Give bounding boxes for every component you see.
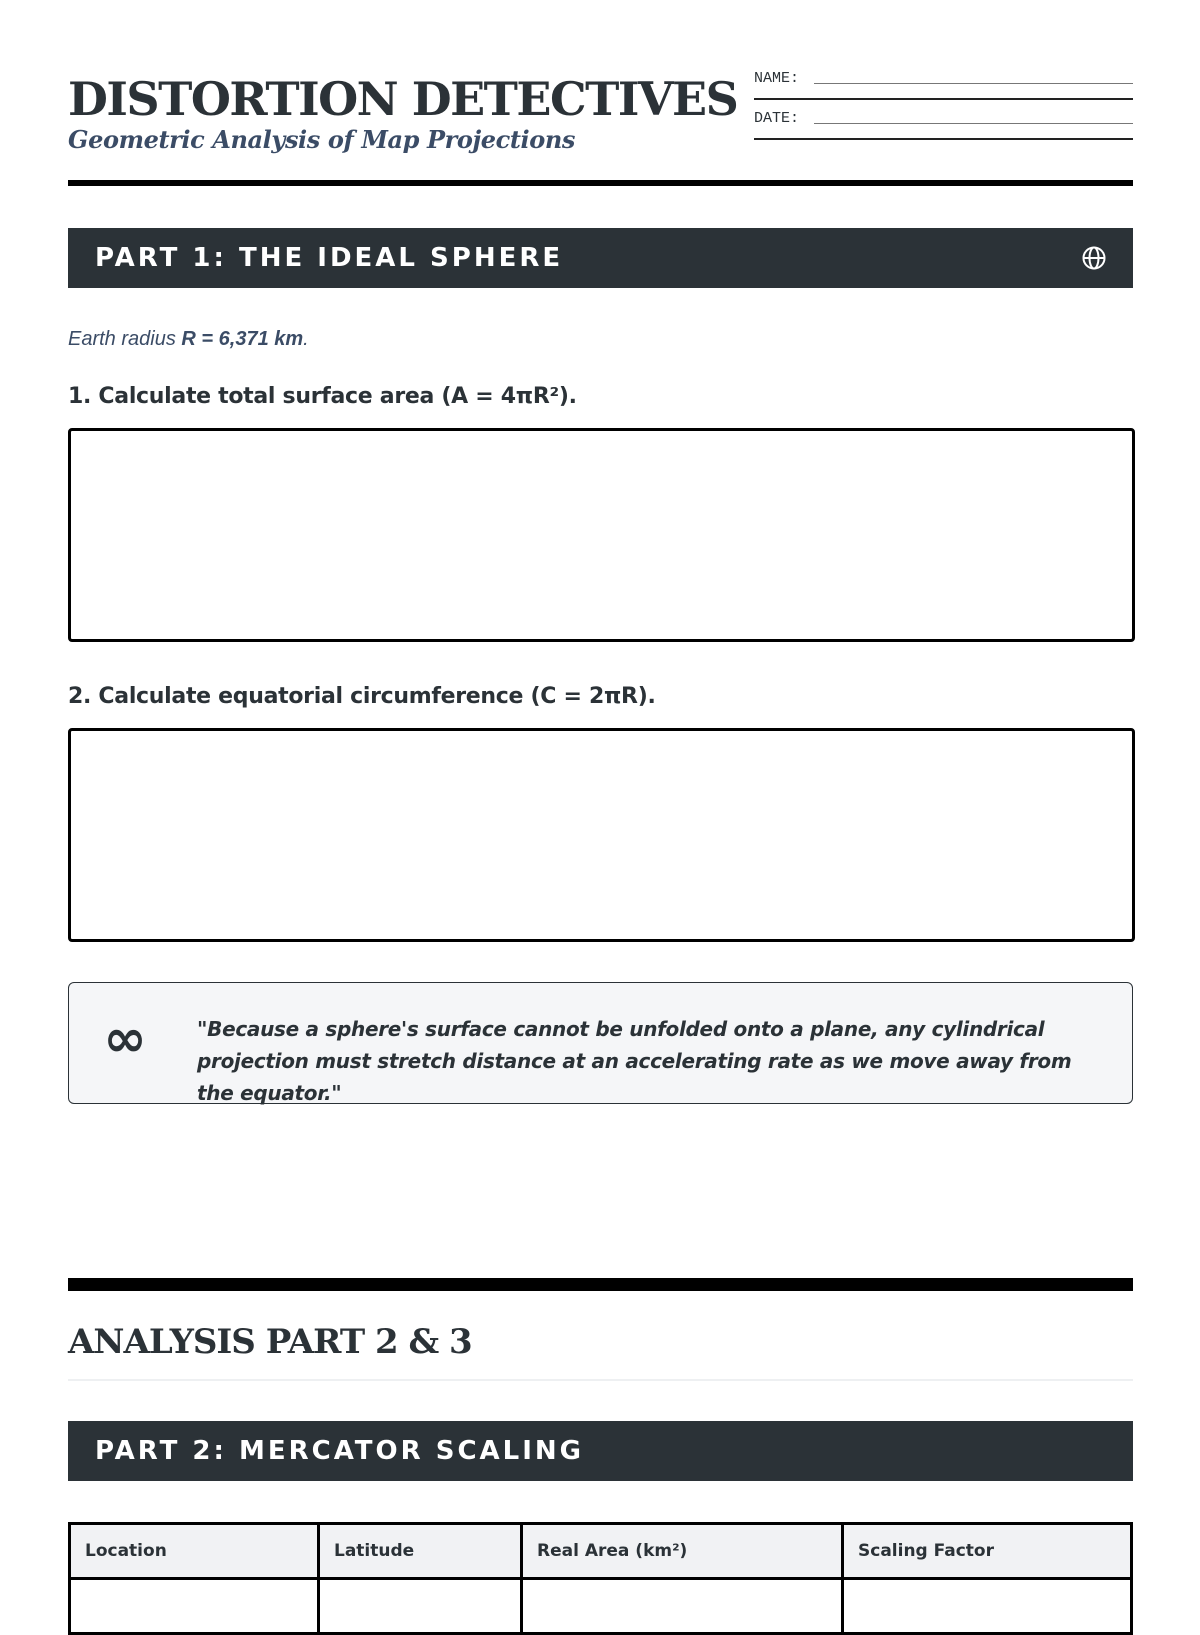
answer-box-1[interactable] [68,428,1135,642]
answer-box-2[interactable] [68,728,1135,942]
table-row [70,1579,1132,1634]
header-divider [68,180,1133,186]
analysis-divider [68,1379,1133,1381]
table-cell[interactable] [522,1579,843,1634]
worksheet-title: DISTORTION DETECTIVES [68,72,738,126]
question-1: 1. Calculate total surface area (A = 4πR²). [68,384,577,409]
worksheet-header [68,70,1133,188]
infinity-icon: ∞ [103,1009,147,1069]
table-cell[interactable] [319,1579,522,1634]
table-cell[interactable] [70,1579,319,1634]
column-real-area: Real Area (km²) [522,1524,843,1579]
date-label: DATE: [754,110,800,127]
part2-heading: PART 2: MERCATOR SCALING [95,1436,584,1466]
column-scaling-factor: Scaling Factor [843,1524,1132,1579]
column-latitude: Latitude [319,1524,522,1579]
table-cell[interactable] [843,1579,1132,1634]
column-location: Location [70,1524,319,1579]
given-prefix: Earth radius [68,328,176,350]
question-2: 2. Calculate equatorial circumference (C = 2πR). [68,684,656,709]
date-line [814,123,1133,124]
analysis-title: ANALYSIS PART 2 & 3 [68,1322,472,1362]
date-field[interactable] [754,110,1133,150]
part1-heading-bar [68,228,1133,288]
given-info [68,328,309,351]
section-divider [68,1278,1133,1291]
part1-heading: PART 1: THE IDEAL SPHERE [95,243,564,273]
quote-text: "Because a sphere's surface cannot be unfolded onto a plane, any cylindrical projection must stretch distance at an accelerating rate as we move away from the equator." [197,1017,1072,1105]
mercator-table [68,1522,1133,1635]
globe-icon [1081,245,1107,271]
name-label: NAME: [754,70,800,87]
quote-callout [68,982,1133,1104]
table-header-row [70,1524,1132,1579]
name-field[interactable] [754,70,1133,110]
student-fields [754,70,1133,150]
worksheet-subtitle: Geometric Analysis of Map Projections [68,125,576,154]
date-underline [754,138,1133,140]
given-value: R = 6,371 km [181,328,304,350]
given-suffix: . [303,328,309,350]
name-underline [754,98,1133,100]
part2-heading-bar [68,1421,1133,1481]
name-line [814,83,1133,84]
